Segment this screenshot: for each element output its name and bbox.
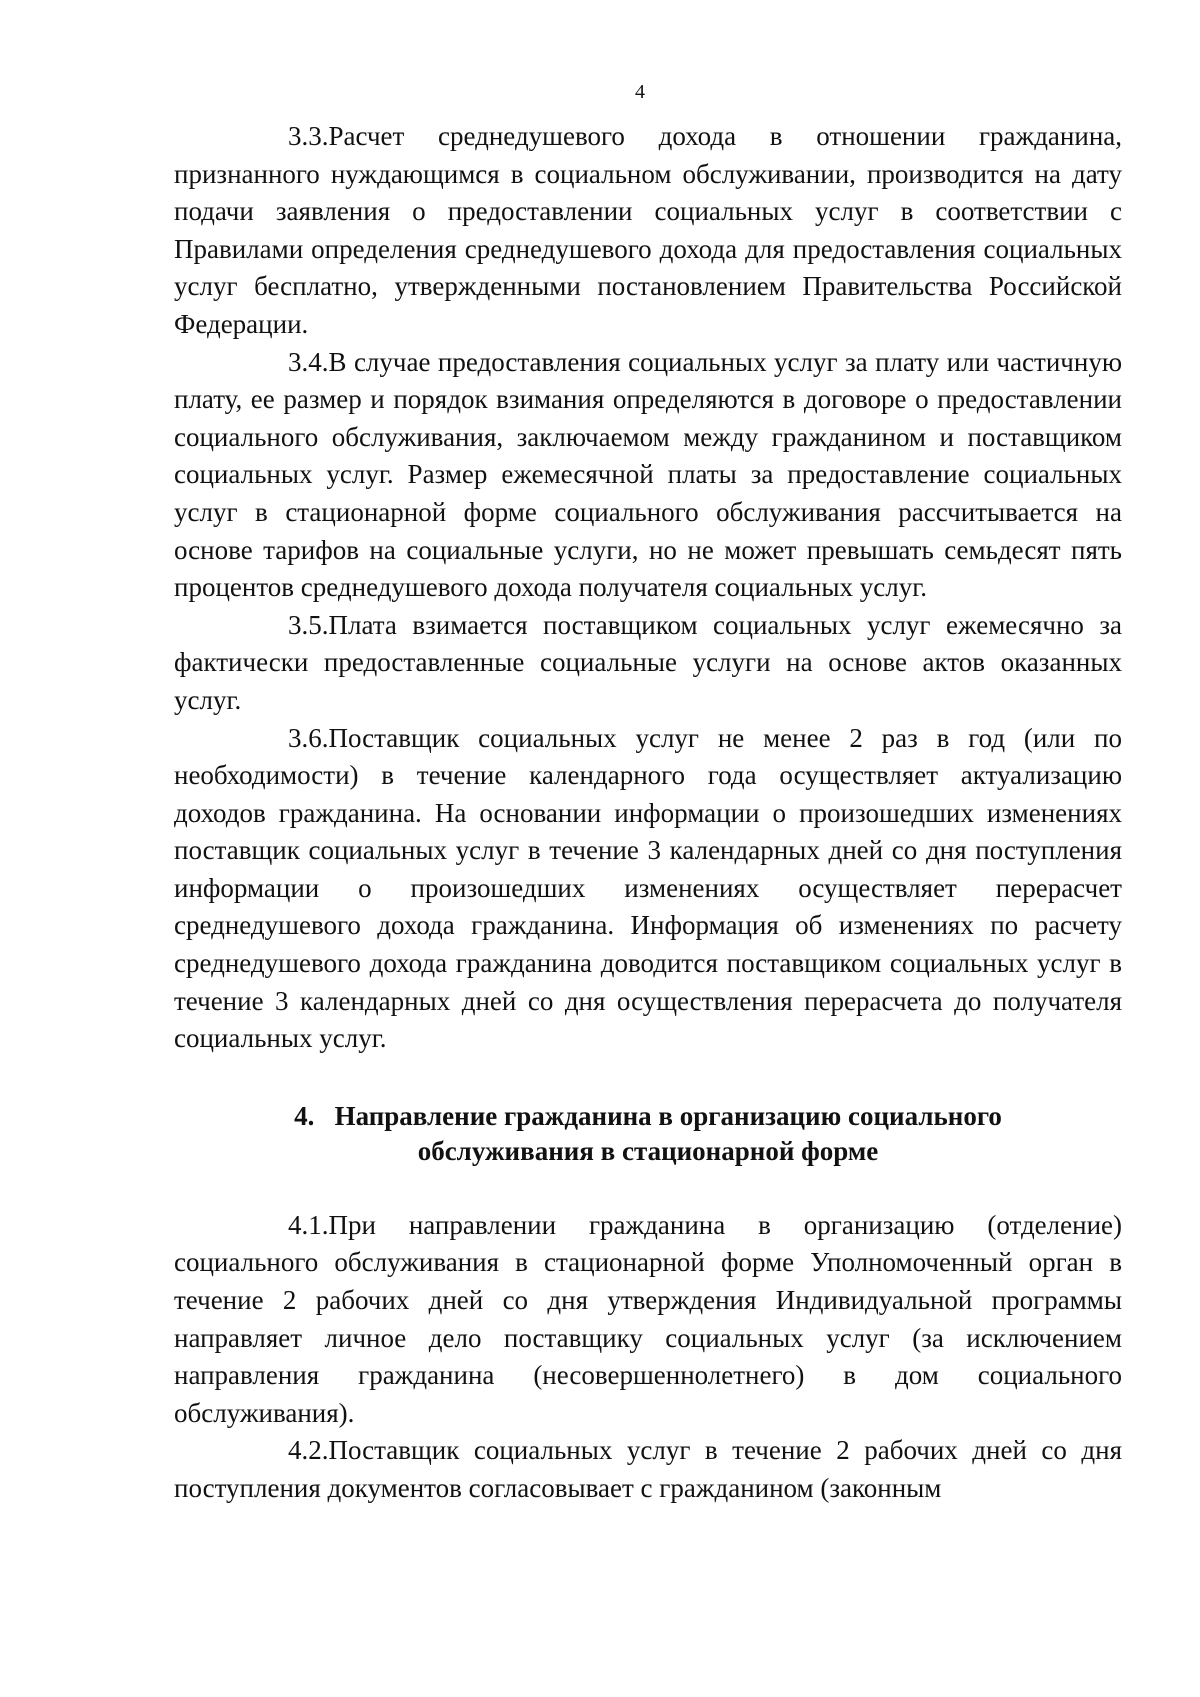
paragraph-text: Поставщик социальных услуг не менее 2 раз в год (или по необходимости) в течение календарного года осуществляет актуализацию доходов гражданина. На основании информации о произошедших изменениях поставщик социальных услуг в течение 3 календарных дней со дня поступления информации о произошедших изменениях осуществляет перерасчет среднедушевого дохода гражданина. Информация об изменениях по расчету среднедушевого дохода гражданина доводится поставщиком социальных услуг в течение 3 календарных дней со дня осуществления перерасчета до получателя социальных услуг. xyxy=(174,722,1122,1054)
paragraph-3-3 xyxy=(174,118,1122,344)
paragraph-text: При направлении гражданина в организацию (отделение) социального обслуживания в стационарной форме Уполномоченный орган в течение 2 рабочих дней со дня утверждения Индивидуальной программы направляет личное дело поставщику социальных услуг (за исключением направления гражданина (несовершеннолетнего) в дом социального обслуживания). xyxy=(174,1209,1122,1428)
paragraph-text: В случае предоставления социальных услуг за плату или частичную плату, ее размер и порядок взимания определяются в договоре о предоставлении социального обслуживания, заключаемом между гражданином и поставщиком социальных услуг. Размер ежемесячной платы за предоставление социальных услуг в стационарной форме социального обслуживания рассчитывается на основе тарифов на социальные услуги, но не может превышать семьдесят пять процентов среднедушевого дохода получателя социальных услуг. xyxy=(174,346,1122,603)
paragraph-number: 4.2. xyxy=(288,1435,329,1466)
paragraph-4-1 xyxy=(174,1207,1122,1433)
page-number: 4 xyxy=(635,81,645,103)
paragraph-3-4 xyxy=(174,344,1122,607)
paragraph-number: 3.5. xyxy=(288,609,329,640)
paragraph-text: Поставщик социальных услуг в течение 2 рабочих дней со дня поступления документов согласовывает с гражданином (законным xyxy=(174,1435,1122,1503)
paragraph-text: Расчет среднедушевого дохода в отношении гражданина, признанного нуждающимся в социальном обслуживании, производится на дату подачи заявления о предоставлении социальных услуг в соответствии с Правилами определения среднедушевого дохода для предоставления социальных услуг бесплатно, утвержденными постановлением Правительства Российской Федерации. xyxy=(174,121,1122,339)
paragraph-number: 4.1. xyxy=(288,1209,329,1240)
section-4-heading-line-2: обслуживания в стационарной форме xyxy=(417,1135,879,1166)
paragraph-number: 3.3. xyxy=(288,121,329,151)
paragraph-3-5 xyxy=(174,607,1122,720)
paragraph-3-6 xyxy=(174,720,1122,1058)
document-body xyxy=(174,118,1122,1508)
section-4-heading-line-1: 4. Направление гражданина в организацию социального xyxy=(294,1100,1002,1131)
paragraph-number: 3.6. xyxy=(288,722,329,753)
paragraph-text: Плата взимается поставщиком социальных услуг ежемесячно за фактически предоставленные социальные услуги на основе актов оказанных услуг. xyxy=(174,609,1122,715)
paragraph-number: 3.4. xyxy=(288,346,329,377)
paragraph-4-2 xyxy=(174,1432,1122,1507)
section-4-heading xyxy=(174,1099,1122,1169)
